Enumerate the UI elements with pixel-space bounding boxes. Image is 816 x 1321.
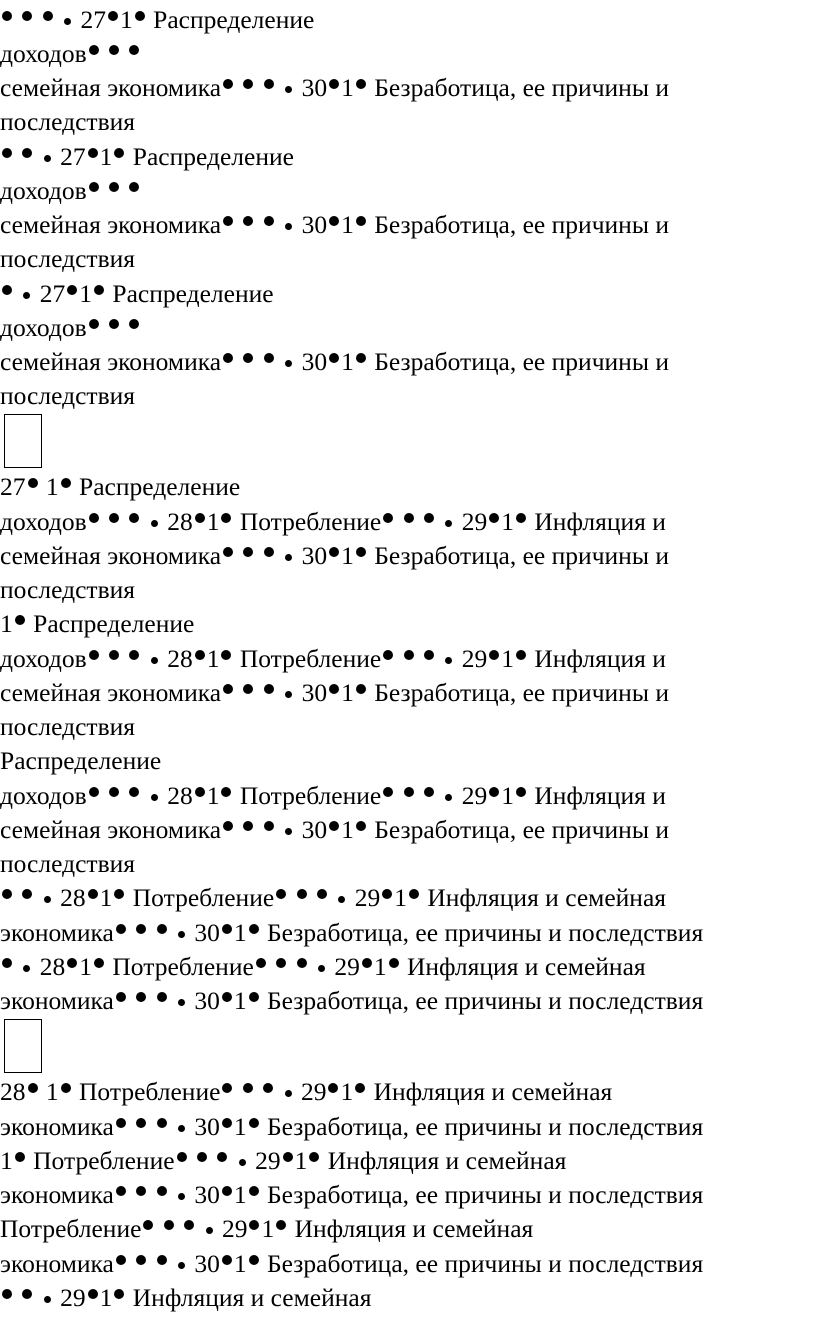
text-line: Распределение — [0, 746, 162, 775]
text-line: доходов 28 1 Потребление 29 1 Инфляция и — [0, 781, 666, 810]
bullet-dot-icon — [329, 353, 339, 363]
bullet-dot-icon — [222, 992, 232, 1002]
bullet-dot-icon — [383, 513, 393, 523]
bullet-dot-icon — [178, 1262, 185, 1269]
bullet-dot-icon — [151, 657, 158, 664]
bullet-dot-icon — [22, 1289, 32, 1299]
text-line: 29 1 Инфляция и семейная — [0, 1281, 371, 1315]
bullet-dot-icon — [243, 684, 253, 694]
bullet-dot-icon — [89, 513, 99, 523]
bullet-dot-icon — [23, 965, 30, 972]
bullet-dot-icon — [61, 478, 71, 488]
bullet-dot-icon — [116, 1118, 126, 1128]
bullet-dot-icon — [276, 958, 286, 968]
bullet-dot-icon — [249, 924, 259, 934]
bullet-dot-icon — [136, 1118, 146, 1128]
bullet-dot-icon — [223, 79, 233, 89]
bullet-dot-icon — [222, 1083, 232, 1093]
bullet-dot-icon — [264, 547, 274, 557]
text-line: семейная экономика 30 1 Безработица, ее причины и — [0, 347, 669, 376]
bullet-dot-icon — [318, 965, 325, 972]
bullet-dot-icon — [64, 18, 71, 25]
bullet-dot-icon — [243, 821, 253, 831]
bullet-dot-icon — [178, 1125, 185, 1132]
bullet-dot-icon — [88, 889, 98, 899]
bullet-dot-icon — [222, 1118, 232, 1128]
text-line: экономика 30 1 Безработица, ее причины и последствия — [0, 918, 704, 947]
bullet-dot-icon — [22, 11, 32, 21]
text-line: 28 1 Потребление 29 1 Инфляция и семейная — [0, 950, 646, 984]
text-line: экономика 30 1 Безработица, ее причины и последствия — [0, 1180, 704, 1209]
bullet-dot-icon — [67, 285, 77, 295]
bullet-dot-icon — [223, 547, 233, 557]
bullet-dot-icon — [264, 79, 274, 89]
bullet-dot-icon — [356, 353, 366, 363]
bullet-dot-icon — [309, 1152, 319, 1162]
bullet-dot-icon — [108, 11, 118, 21]
bullet-dot-icon — [329, 684, 339, 694]
bullet-dot-icon — [285, 828, 292, 835]
bullet-dot-icon — [2, 285, 12, 295]
text-line: экономика 30 1 Безработица, ее причины и последствия — [0, 986, 704, 1015]
bullet-dot-icon — [184, 1220, 194, 1230]
bullet-dot-icon — [136, 1255, 146, 1265]
text-line: 27 1 Распределение — [0, 3, 314, 37]
bullet-dot-icon — [94, 958, 104, 968]
bullet-dot-icon — [264, 821, 274, 831]
text-line: семейная экономика 30 1 Безработица, ее причины и — [0, 73, 669, 102]
bullet-dot-icon — [356, 547, 366, 557]
bullet-dot-icon — [356, 79, 366, 89]
bullet-dot-icon — [22, 148, 32, 158]
bullet-dot-icon — [362, 958, 372, 968]
bullet-dot-icon — [243, 547, 253, 557]
bullet-dot-icon — [157, 992, 167, 1002]
bullet-dot-icon — [88, 1289, 98, 1299]
bullet-dot-icon — [109, 319, 119, 329]
bullet-dot-icon — [109, 45, 119, 55]
bullet-dot-icon — [516, 513, 526, 523]
bullet-dot-icon — [136, 924, 146, 934]
bullet-dot-icon — [44, 896, 51, 903]
bullet-dot-icon — [356, 821, 366, 831]
text-line: доходов — [0, 37, 141, 71]
bullet-dot-icon — [276, 1220, 286, 1230]
bullet-dot-icon — [195, 513, 205, 523]
text-line: доходов — [0, 174, 141, 208]
bullet-dot-icon — [285, 554, 292, 561]
text-line: доходов 28 1 Потребление 29 1 Инфляция и — [0, 507, 666, 536]
bullet-dot-icon — [389, 958, 399, 968]
bullet-dot-icon — [15, 1152, 25, 1162]
bullet-dot-icon — [445, 520, 452, 527]
bullet-dot-icon — [28, 1083, 38, 1093]
bullet-dot-icon — [424, 787, 434, 797]
text-line: 28 1 Потребление 29 1 Инфляция и семейная — [0, 881, 666, 915]
bullet-dot-icon — [329, 547, 339, 557]
text-line: доходов — [0, 311, 141, 345]
bullet-dot-icon — [157, 1118, 167, 1128]
bullet-dot-icon — [223, 353, 233, 363]
bullet-dot-icon — [516, 787, 526, 797]
text-line: 28 1 Потребление 29 1 Инфляция и семейная — [0, 1077, 613, 1106]
bullet-dot-icon — [157, 1255, 167, 1265]
text-line: последствия — [0, 107, 135, 136]
bullet-dot-icon — [195, 787, 205, 797]
bullet-dot-icon — [28, 478, 38, 488]
bullet-dot-icon — [243, 79, 253, 89]
bullet-dot-icon — [61, 1083, 71, 1093]
bullet-dot-icon — [239, 1159, 246, 1166]
bullet-dot-icon — [355, 1083, 365, 1093]
bullet-dot-icon — [249, 1118, 259, 1128]
text-line: последствия — [0, 849, 135, 878]
bullet-dot-icon — [328, 1083, 338, 1093]
text-line: семейная экономика 30 1 Безработица, ее причины и — [0, 678, 669, 707]
bullet-dot-icon — [383, 650, 393, 660]
bullet-dot-icon — [136, 1186, 146, 1196]
bullet-dot-icon — [222, 924, 232, 934]
bullet-dot-icon — [221, 650, 231, 660]
bullet-dot-icon — [197, 1152, 207, 1162]
text-line: экономика 30 1 Безработица, ее причины и последствия — [0, 1249, 704, 1278]
bullet-dot-icon — [445, 794, 452, 801]
bullet-dot-icon — [424, 650, 434, 660]
bullet-dot-icon — [338, 896, 345, 903]
text-line: последствия — [0, 712, 135, 741]
bullet-dot-icon — [164, 1220, 174, 1230]
bullet-dot-icon — [256, 958, 266, 968]
bullet-dot-icon — [67, 958, 77, 968]
bullet-dot-icon — [409, 889, 419, 899]
text-line: 1 Потребление 29 1 Инфляция и семейная — [0, 1146, 567, 1175]
bullet-dot-icon — [264, 216, 274, 226]
bullet-dot-icon — [222, 1186, 232, 1196]
bullet-dot-icon — [221, 787, 231, 797]
bullet-dot-icon — [129, 182, 139, 192]
text-line: семейная экономика 30 1 Безработица, ее причины и — [0, 541, 669, 570]
bullet-dot-icon — [2, 889, 12, 899]
bullet-dot-icon — [109, 513, 119, 523]
bullet-dot-icon — [2, 148, 12, 158]
bullet-dot-icon — [249, 1186, 259, 1196]
bullet-dot-icon — [285, 1090, 292, 1097]
bullet-dot-icon — [404, 513, 414, 523]
bullet-dot-icon — [283, 1152, 293, 1162]
bullet-dot-icon — [249, 992, 259, 1002]
bullet-dot-icon — [404, 787, 414, 797]
bullet-dot-icon — [109, 787, 119, 797]
bullet-dot-icon — [129, 45, 139, 55]
text-line: последствия — [0, 575, 135, 604]
text-line: экономика 30 1 Безработица, ее причины и последствия — [0, 1112, 704, 1141]
bullet-dot-icon — [264, 684, 274, 694]
bullet-dot-icon — [317, 889, 327, 899]
bullet-dot-icon — [44, 1296, 51, 1303]
bullet-dot-icon — [177, 1152, 187, 1162]
bullet-dot-icon — [116, 992, 126, 1002]
bullet-dot-icon — [329, 821, 339, 831]
bullet-dot-icon — [43, 11, 53, 21]
image-placeholder-box — [4, 1019, 42, 1073]
bullet-dot-icon — [489, 513, 499, 523]
bullet-dot-icon — [217, 1152, 227, 1162]
text-line: доходов 28 1 Потребление 29 1 Инфляция и — [0, 644, 666, 673]
image-placeholder-box — [4, 414, 42, 468]
bullet-dot-icon — [263, 1083, 273, 1093]
bullet-dot-icon — [516, 650, 526, 660]
bullet-dot-icon — [135, 11, 145, 21]
bullet-dot-icon — [22, 889, 32, 899]
bullet-dot-icon — [222, 1255, 232, 1265]
bullet-dot-icon — [329, 79, 339, 89]
bullet-dot-icon — [297, 889, 307, 899]
bullet-dot-icon — [157, 1186, 167, 1196]
bullet-dot-icon — [489, 650, 499, 660]
bullet-dot-icon — [356, 216, 366, 226]
bullet-dot-icon — [89, 319, 99, 329]
bullet-dot-icon — [356, 684, 366, 694]
text-line: 1 Распределение — [0, 609, 195, 638]
bullet-dot-icon — [116, 1255, 126, 1265]
bullet-dot-icon — [243, 216, 253, 226]
text-line: 27 1 Распределение — [0, 140, 294, 174]
text-line: 27 1 Распределение — [0, 277, 274, 311]
bullet-dot-icon — [223, 216, 233, 226]
bullet-dot-icon — [178, 931, 185, 938]
bullet-dot-icon — [116, 1186, 126, 1196]
bullet-dot-icon — [264, 353, 274, 363]
bullet-dot-icon — [206, 1227, 213, 1234]
bullet-dot-icon — [195, 650, 205, 660]
bullet-dot-icon — [221, 513, 231, 523]
bullet-dot-icon — [489, 787, 499, 797]
bullet-dot-icon — [136, 992, 146, 1002]
bullet-dot-icon — [285, 223, 292, 230]
bullet-dot-icon — [178, 999, 185, 1006]
bullet-dot-icon — [151, 520, 158, 527]
text-line: 27 1 Распределение — [0, 472, 241, 501]
bullet-dot-icon — [15, 615, 25, 625]
bullet-dot-icon — [329, 216, 339, 226]
bullet-dot-icon — [2, 958, 12, 968]
bullet-dot-icon — [178, 1193, 185, 1200]
bullet-dot-icon — [109, 182, 119, 192]
bullet-dot-icon — [157, 924, 167, 934]
bullet-dot-icon — [89, 182, 99, 192]
bullet-dot-icon — [151, 794, 158, 801]
bullet-dot-icon — [89, 787, 99, 797]
text-line: Потребление 29 1 Инфляция и семейная — [0, 1214, 534, 1243]
bullet-dot-icon — [383, 787, 393, 797]
bullet-dot-icon — [129, 513, 139, 523]
bullet-dot-icon — [445, 657, 452, 664]
bullet-dot-icon — [116, 924, 126, 934]
bullet-dot-icon — [223, 821, 233, 831]
bullet-dot-icon — [285, 691, 292, 698]
bullet-dot-icon — [223, 684, 233, 694]
text-line: семейная экономика 30 1 Безработица, ее причины и — [0, 815, 669, 844]
bullet-dot-icon — [129, 787, 139, 797]
bullet-dot-icon — [249, 1220, 259, 1230]
text-line: семейная экономика 30 1 Безработица, ее причины и — [0, 210, 669, 239]
bullet-dot-icon — [114, 1289, 124, 1299]
text-line: последствия — [0, 381, 135, 410]
bullet-dot-icon — [129, 650, 139, 660]
bullet-dot-icon — [276, 889, 286, 899]
bullet-dot-icon — [2, 1289, 12, 1299]
bullet-dot-icon — [249, 1255, 259, 1265]
bullet-dot-icon — [243, 1083, 253, 1093]
bullet-dot-icon — [109, 650, 119, 660]
bullet-dot-icon — [23, 292, 30, 299]
bullet-dot-icon — [88, 148, 98, 158]
bullet-dot-icon — [89, 650, 99, 660]
bullet-dot-icon — [297, 958, 307, 968]
bullet-dot-icon — [114, 889, 124, 899]
bullet-dot-icon — [89, 45, 99, 55]
bullet-dot-icon — [44, 155, 51, 162]
bullet-dot-icon — [404, 650, 414, 660]
bullet-dot-icon — [129, 319, 139, 329]
bullet-dot-icon — [285, 360, 292, 367]
bullet-dot-icon — [114, 148, 124, 158]
bullet-dot-icon — [382, 889, 392, 899]
text-line: последствия — [0, 244, 135, 273]
bullet-dot-icon — [243, 353, 253, 363]
bullet-dot-icon — [143, 1220, 153, 1230]
bullet-dot-icon — [285, 86, 292, 93]
bullet-dot-icon — [424, 513, 434, 523]
bullet-dot-icon — [94, 285, 104, 295]
bullet-dot-icon — [2, 11, 12, 21]
